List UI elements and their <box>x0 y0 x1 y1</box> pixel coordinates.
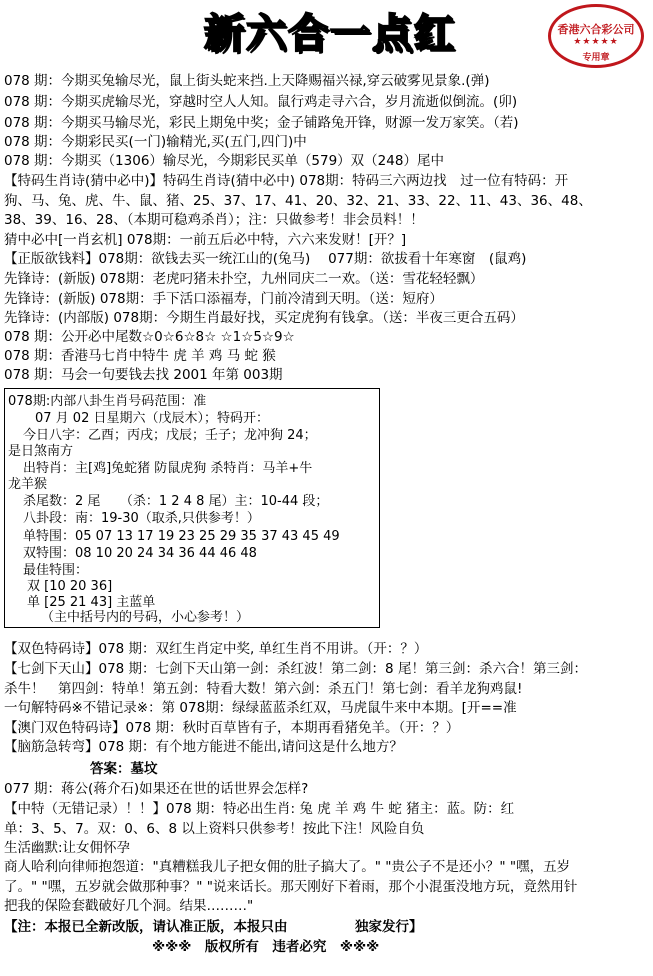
text-line: 078 期：今期买马输尽光，彩民上期兔中奖；金子铺路兔开锋，财源一发万家笑。（若) <box>4 115 519 131</box>
box-line: 双 [10 20 36] <box>27 579 113 594</box>
text-line: 把我的保险套戳破好几个洞。结果………" <box>4 898 254 914</box>
text-line: 商人哈利向律师抱怨道："真糟糕我儿子把女佣的肚子搞大了。" "贵公子不是还小？" "嘿，五岁 <box>4 859 571 875</box>
text-line: 先锋诗：(新版) 078期：老虎叼猪未扑空，九州同庆二一欢。（送：雪花轻轻飘） <box>4 271 484 287</box>
text-line: 生活幽默:让女佣怀孕 <box>4 840 131 856</box>
text-line: 【双色特码诗】078 期：双红生肖定中奖, 单红生肖不用讲。（开：？） <box>4 641 428 657</box>
box-line: 双特围：08 10 20 24 34 36 44 46 48 <box>23 546 257 561</box>
text-line: 杀牛！ 第四剑：特单！第五剑：特看大数！第六剑：杀五门！第七剑：看羊龙狗鸡鼠! <box>4 681 523 697</box>
copyright-line: ※※※ 版权所有 违者必究 ※※※ <box>152 939 380 955</box>
text-line: 狗、马、兔、虎、牛、鼠、猪、25、37、17、41、20、32、21、33、22、11、43、36、48、 <box>4 193 592 209</box>
box-line: 今日八字：乙酉；丙戌；戊辰；壬子；龙冲狗 24； <box>23 428 317 443</box>
text-line: 【七剑下天山】078 期：七剑下天山第一剑：杀红波！第二剑：8 尾！第三剑：杀六合！第三剑： <box>4 661 587 677</box>
seal-top-text: 香港六合彩公司 <box>557 23 635 36</box>
box-line: 出特肖：主[鸡]兔蛇猪 防鼠虎狗 杀特肖：马羊+牛 <box>23 461 313 476</box>
seal-stars: ★★★★★ <box>573 37 619 47</box>
text-line: 077 期：蒋公(蒋介石)如果还在世的话世界会怎样? <box>4 781 309 797</box>
text-line: 078 期：公开必中尾数☆0☆6☆8☆ ☆1☆5☆9☆ <box>4 329 295 345</box>
text-line: 单：3、5、7。双：0、6、8 以上资料只供参考！按此下注！风险自负 <box>4 821 425 837</box>
box-line: 龙羊猴 <box>8 477 48 492</box>
box-line: 八卦段：南：19-30（取杀,只供参考！） <box>23 511 260 526</box>
text-line: 078 期：今期买虎输尽光，穿越时空人人知。鼠行鸡走寻六合，岁月流逝似倒流。(卯) <box>4 94 518 110</box>
text-line: 【正版欲钱料】078期：欲钱去买一统江山的(兔马) 077期：欲拔看十年寒窗 (鼠鸡) <box>4 251 527 267</box>
text-line: 先锋诗：(内部版) 078期：今期生肖最好找，买定虎狗有钱拿。（送：半夜三更合五码） <box>4 310 524 326</box>
text-line: 一句解特码※不错记录※：第 078期：绿绿蓝蓝杀红双，马虎鼠牛来中本期。[开==准 <box>4 700 517 716</box>
text-line: 【脑筋急转弯】078 期：有个地方能进不能出,请问这是什么地方？ <box>4 739 403 755</box>
text-line: 38、39、16、28、（本期可稳鸡杀肖）；注：只做参考！非会员料！！ <box>4 212 424 228</box>
seal-bottom-text: 专用章 <box>582 53 610 63</box>
box-line: 078期:内部八卦生肖号码范围：准 <box>8 394 207 409</box>
box-line: （主中括号内的号码，小心参考！） <box>41 610 250 625</box>
box-line: 07 月 02 日星期六（戊辰木）；特码开： <box>35 411 269 426</box>
text-line: 078 期：马会一句要钱去找 2001 年第 003期 <box>4 367 283 383</box>
box-line: 最佳特围： <box>23 563 89 578</box>
text-line: 【特码生肖诗(猜中必中)】特码生肖诗(猜中必中) 078期：特码三六两边找 过一位有特码：开 <box>4 173 569 189</box>
notice-line: 【注：本报已全新改版，请认准正版，本报只由 独家发行】 <box>4 919 423 935</box>
text-line: 078 期：香港马七肖中特牛 虎 羊 鸡 马 蛇 猴 <box>4 348 276 364</box>
bagua-box <box>4 388 380 628</box>
text-line: 【中特（无错记录）！！】078 期：特必出生肖: 兔 虎 羊 鸡 牛 蛇 猪主：蓝。防：红 <box>4 801 515 817</box>
text-line: 【澳门双色特码诗】078 期：秋时百草皆有子，本期再看猪免羊。（开：？） <box>4 720 460 736</box>
box-line: 单特围：05 07 13 17 19 23 25 29 35 37 43 45 49 <box>23 529 340 544</box>
text-line: 078 期：今期买兔输尽光，鼠上街头蛇来挡.上天降赐福兴禄,穿云破雾见景象.(弹) <box>4 73 490 89</box>
text-line: 078 期：今期彩民买(一门)输精光,买(五门,四门)中 <box>4 134 307 150</box>
box-line: 杀尾数：2 尾 （杀：1 2 4 8 尾）主：10-44 段； <box>23 494 329 509</box>
box-line: 是日煞南方 <box>8 444 74 459</box>
answer-line: 答案：墓坟 <box>90 761 158 777</box>
company-seal <box>548 4 644 68</box>
text-line: 先锋诗：(新版) 078期：手下活口添福寿，门前冷清到天明。（送：短府） <box>4 291 443 307</box>
text-line: 078 期：今期买（1306）输尽光，今期彩民买单（579）双（248）尾中 <box>4 153 444 169</box>
box-line: 单 [25 21 43] 主蓝单 <box>27 595 156 610</box>
text-line: 了。" "嘿，五岁就会做那种事？" "说来话长。那天刚好下着雨，那个小混蛋没地方玩，竟然用针 <box>4 879 578 895</box>
page-title: 新六合一点红 <box>204 10 456 57</box>
text-line: 猜中必中[一肖玄机] 078期：一前五后必中特，六六来发财！[开？] <box>4 232 407 248</box>
